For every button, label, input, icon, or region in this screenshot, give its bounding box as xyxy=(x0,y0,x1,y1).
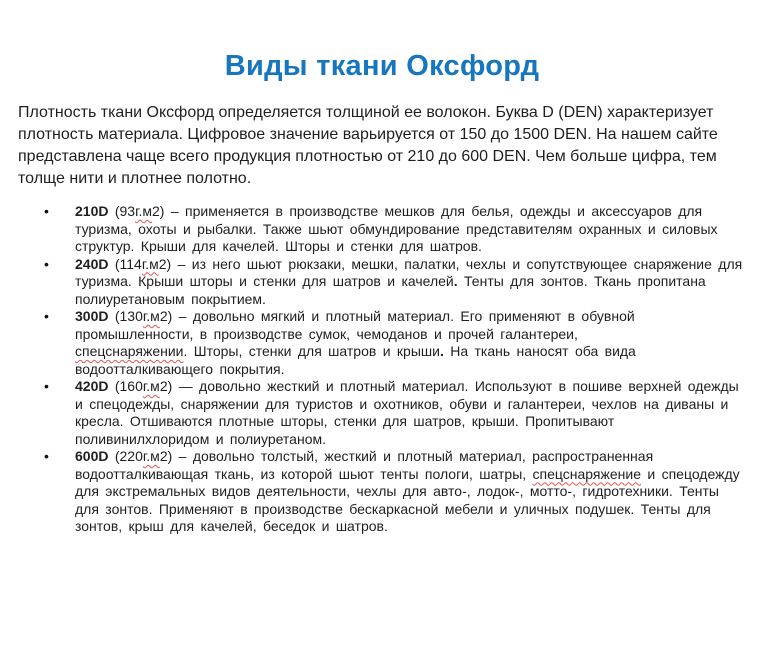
intro-line: представлена чаще всего продукция плотностью от 210 до 600 DEN. Чем больше цифра, тем xyxy=(18,148,717,165)
text-line xyxy=(75,326,764,344)
list-item xyxy=(44,378,764,448)
text-segment: структур. Крыши для качелей. Шторы и стенки для шатров. xyxy=(75,238,482,254)
text-segment: 2) — довольно жесткий и плотный материал. Используют в пошиве верхней одежды xyxy=(159,378,739,394)
text-segment: поливинилхлоридом и полиуретаном. xyxy=(75,430,326,447)
text-segment: зонтов, крыш для качелей, беседок и шатров. xyxy=(75,518,388,534)
bold-text: 420D xyxy=(75,378,109,394)
text-line xyxy=(75,431,764,449)
list-item xyxy=(44,255,764,309)
text-line xyxy=(75,448,764,466)
text-segment: водоотталкивающего покрытия. xyxy=(75,360,285,377)
bullet-icon: • xyxy=(44,255,49,272)
text-line xyxy=(75,273,764,291)
text-segment: . Шторы, стенки для шатров и крыши xyxy=(183,343,440,359)
misspelled-text: г.м xyxy=(142,308,160,324)
intro-line: плотность материала. Цифровое значение варьируется от 150 до 1500 DEN. На нашем сайте xyxy=(18,126,718,143)
text-segment: 2) – из него шьют рюкзаки, мешки, палатки, чехлы и сопутствующее снаряжение для xyxy=(158,255,743,272)
fabric-list xyxy=(0,203,764,536)
misspelled-text: г.м xyxy=(142,448,160,464)
misspelled-text: спецснаряжении xyxy=(75,343,184,359)
text-segment: 2) – довольно толстый, жесткий и плотный материал, распространенная xyxy=(159,448,654,464)
text-line xyxy=(75,308,764,326)
text-segment: (160 xyxy=(108,378,143,394)
bullet-icon: • xyxy=(44,203,49,219)
text-line xyxy=(75,396,764,414)
text-segment: для зонтов. Применяют в производстве бескаркасной мебели и уличных подушек. Тенты для xyxy=(75,500,711,517)
bold-text: . xyxy=(453,273,458,289)
text-line xyxy=(75,518,764,536)
text-segment: (130 xyxy=(108,308,143,324)
text-line xyxy=(75,361,764,379)
bold-text: 210D xyxy=(75,203,109,219)
list-item xyxy=(44,448,764,536)
page-title: Виды ткани Оксфорд xyxy=(224,50,540,82)
text-line xyxy=(75,203,764,221)
text-line xyxy=(75,221,764,239)
text-segment: (93 xyxy=(108,203,136,219)
misspelled-text: г.м xyxy=(141,255,159,272)
text-segment: 2) – применяется в производстве мешков для белья, одежды и аксессуаров для xyxy=(152,203,703,219)
text-line xyxy=(75,466,764,484)
document-page xyxy=(0,50,764,666)
text-line xyxy=(75,501,764,519)
text-segment: (114 xyxy=(108,255,142,272)
text-segment: На ткань наносят оба вида xyxy=(443,343,636,359)
intro-line: толще нити и плотнее полотно. xyxy=(18,170,252,187)
bold-text: . xyxy=(439,343,444,359)
list-item xyxy=(44,308,764,378)
text-line xyxy=(75,238,764,256)
text-segment: для экстремальных видов деятельности, чехлы для авто-, лодок-, мотто-, гидротехники. Тенты xyxy=(75,483,719,499)
text-segment: полиуретановым покрытием. xyxy=(75,290,266,307)
bold-text: 240D xyxy=(75,255,109,272)
list-item xyxy=(44,203,764,256)
bold-text: 300D xyxy=(75,308,109,324)
text-segment: кресла. Отшиваются плотные шторы, стенки для шатров, крыши. Пропитывают xyxy=(75,413,615,429)
text-segment: и спецодежды, снаряжении для туристов и охотников, обуви и галантереи, чехлов на диваны и xyxy=(75,395,729,412)
bullet-icon: • xyxy=(44,378,49,394)
text-line xyxy=(75,483,764,501)
bullet-icon: • xyxy=(44,448,49,464)
bullet-icon: • xyxy=(44,308,49,324)
misspelled-text: спецснаряжение xyxy=(532,465,641,482)
misspelled-text: г.м xyxy=(135,203,153,219)
text-line xyxy=(75,343,764,361)
misspelled-text: г.м xyxy=(142,378,160,394)
intro-line: Плотность ткани Оксфорд определяется толщиной ее волокон. Буква D (DEN) характеризует xyxy=(18,104,714,121)
text-line xyxy=(75,413,764,431)
text-segment: (220 xyxy=(108,448,143,464)
text-segment: Тенты для зонтов. Ткань пропитана xyxy=(457,273,706,289)
text-line xyxy=(75,378,764,396)
text-segment: туризма, охоты и рыбалки. Также шьют обмундирование представителям охранных и силовых xyxy=(75,220,718,237)
text-segment: водоотталкивающая ткань, из которой шьют тенты пологи, шатры, xyxy=(75,465,533,482)
intro-paragraph xyxy=(18,102,746,190)
text-line xyxy=(75,291,764,309)
bold-text: 600D xyxy=(75,448,109,464)
text-segment: и спецодежду xyxy=(641,465,740,482)
text-segment: туризма. Крыши шторы и стенки для шатров и качелей xyxy=(75,273,454,289)
text-segment: 2) – довольно мягкий и плотный материал. Его применяют в обувной xyxy=(159,308,635,324)
text-segment: промышленности, в производстве сумок, чемоданов и прочей галантереи, xyxy=(75,325,578,342)
text-line xyxy=(75,256,764,274)
